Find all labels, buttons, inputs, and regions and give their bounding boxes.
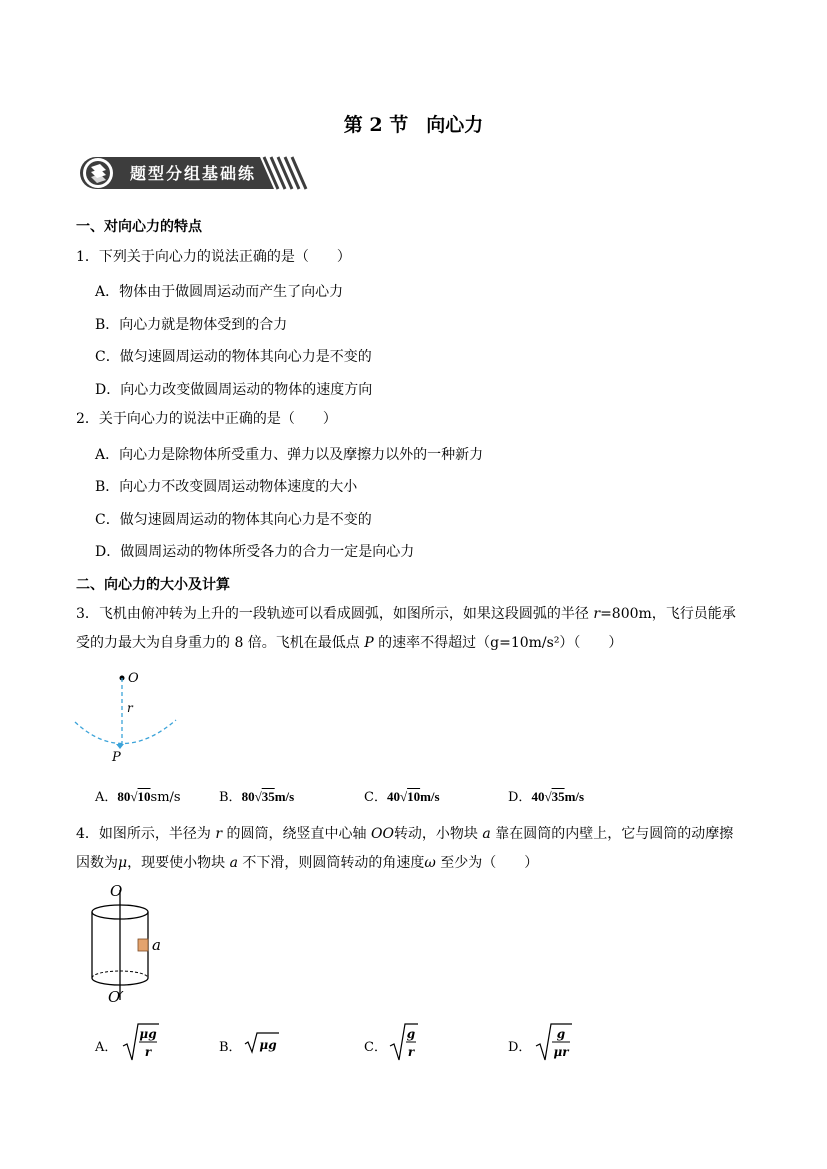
radical-sqrt-icon	[121, 1020, 161, 1064]
question-1-option-d: D．向心力改变做圆周运动的物体的速度方向	[95, 382, 373, 398]
label-o: O	[128, 671, 139, 686]
section-number: 第 2 节	[343, 114, 409, 136]
section-name: 向心力	[426, 114, 484, 136]
section-banner	[78, 153, 308, 193]
arc-path	[75, 720, 176, 744]
question-1-option-b: B．向心力就是物体受到的合力	[95, 317, 288, 333]
question-3-answer-b: B．80√35m/s	[219, 789, 295, 805]
section-heading-1: 一、对向心力的特点	[76, 219, 202, 235]
svg-text:μr: μr	[553, 1045, 569, 1059]
question-3-answer-a: A．80√10sm/s	[95, 789, 181, 805]
question-2-option-d: D．做圆周运动的物体所受各力的合力一定是向心力	[95, 544, 415, 560]
svg-text:r: r	[407, 1045, 415, 1059]
arc-figure	[72, 666, 184, 768]
direction-arrow-icon	[116, 744, 124, 749]
label-a: a	[152, 936, 161, 954]
question-3-text: 受的力最大为自身重力的 8 倍。飞机在最低点	[76, 635, 365, 651]
question-3-text: 的速率不得超过（g=10m/s²）（ ）	[373, 635, 623, 651]
label-o-top: O	[110, 882, 123, 900]
question-3-text: 3．飞机由俯冲转为上升的一段轨迹可以看成圆弧，如图所示，如果这段圆弧的半径	[76, 606, 594, 622]
label-r: r	[127, 701, 133, 715]
section-heading-2: 二、向心力的大小及计算	[76, 577, 230, 593]
question-4-answer-c: C． g r	[364, 1020, 444, 1064]
page-title	[0, 110, 827, 137]
question-4-stem: 4．如图所示，半径为 r 的圆筒，绕竖直中心轴 OO转动，小物块 a 靠在圆筒的内壁上，它与圆筒的动摩擦 因数为μ，现要使小物块 a 不下滑，则圆筒转动的角速度ω 至少为（ ）	[76, 826, 734, 871]
var-p: P	[364, 635, 374, 651]
question-3-stem	[76, 600, 756, 658]
radical-sqrt-icon	[388, 1020, 420, 1064]
question-4-answer-d: D． g μr	[508, 1020, 588, 1064]
var-r: r	[593, 606, 601, 622]
question-2-stem: 2．关于向心力的说法中正确的是（ ）	[76, 411, 337, 427]
question-4-answer-a: A． μg r	[95, 1020, 175, 1064]
label-o-bottom: O′	[108, 988, 124, 1006]
svg-text:μg: μg	[139, 1027, 157, 1041]
banner-label: 题型分组基础练	[130, 164, 257, 183]
svg-text:g: g	[556, 1027, 566, 1041]
label-p: P	[112, 750, 121, 765]
question-4-answer-b: B． μg	[219, 1020, 299, 1064]
cylinder-figure	[86, 882, 176, 1006]
svg-text:r: r	[144, 1045, 152, 1059]
svg-text:μg: μg	[259, 1038, 277, 1052]
question-1-stem: 1．下列关于向心力的说法正确的是（ ）	[76, 249, 351, 265]
banner-graphic	[78, 153, 308, 193]
radical-sqrt-icon	[243, 1030, 283, 1056]
question-3-text: =800m，飞行员能承	[600, 606, 736, 622]
radical-sqrt-icon	[534, 1020, 574, 1064]
question-1-option-a: A．物体由于做圆周运动而产生了向心力	[95, 284, 344, 300]
question-1-option-c: C．做匀速圆周运动的物体其向心力是不变的	[95, 349, 372, 365]
question-2-option-a: A．向心力是除物体所受重力、弹力以及摩擦力以外的一种新力	[95, 447, 484, 463]
question-2-option-b: B．向心力不改变圆周运动物体速度的大小	[95, 479, 358, 495]
svg-text:g: g	[406, 1027, 416, 1041]
question-2-option-c: C．做匀速圆周运动的物体其向心力是不变的	[95, 512, 372, 528]
question-3-answer-d: D．40√35m/s	[508, 789, 585, 805]
question-3-answer-c: C．40√10m/s	[364, 789, 440, 805]
block-a	[138, 939, 148, 951]
